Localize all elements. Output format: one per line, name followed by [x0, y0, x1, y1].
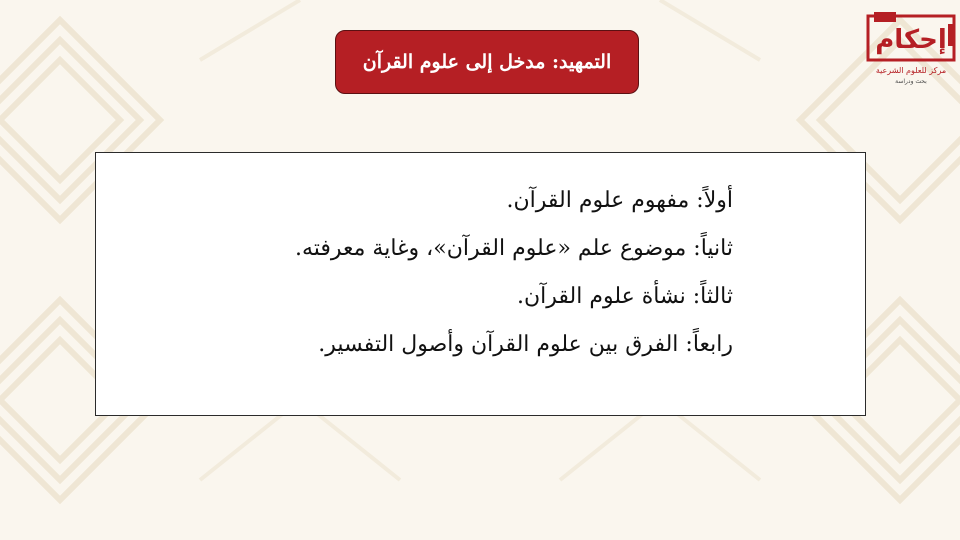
list-item: ثالثاً: نشأة علوم القرآن.	[517, 284, 733, 309]
page-title: التمهيد: مدخل إلى علوم القرآن	[362, 51, 612, 73]
title-banner	[335, 30, 639, 94]
logo	[866, 6, 956, 98]
logo-tagline: بحث ودراسة	[895, 78, 927, 85]
content-panel	[95, 152, 866, 416]
logo-name: إحكام	[875, 25, 947, 55]
list-item: ثانياً: موضوع علم «علوم القرآن»، وغاية معرفته.	[294, 236, 733, 261]
list-item: رابعاً: الفرق بين علوم القرآن وأصول التفسير.	[318, 332, 733, 357]
list-item: أولاً: مفهوم علوم القرآن.	[506, 188, 733, 213]
topic-list	[295, 177, 733, 369]
logo-subtitle: مركز للعلوم الشرعية	[875, 66, 947, 75]
